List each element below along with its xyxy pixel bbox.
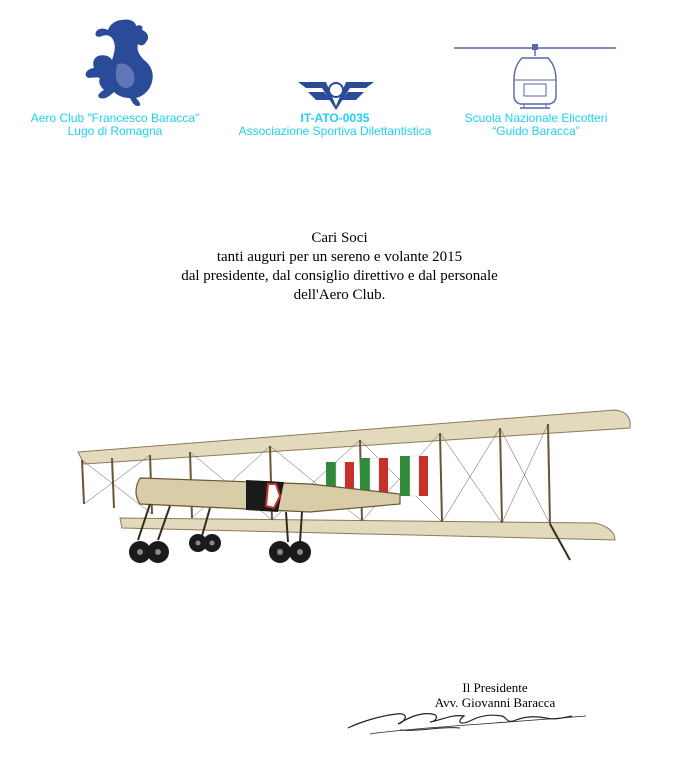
helicopter-icon [452,40,618,114]
association-line: Associazione Sportiva Dilettantistica [238,124,432,138]
greeting-line-1: Cari Soci [311,230,368,246]
greeting-line-2: tanti auguri per un sereno e volante 2015 [216,249,463,265]
signature-name: Avv. Giovanni Baracca [434,695,556,710]
school-dedication-line: “Guido Baracca” [492,124,580,138]
handwritten-signature [340,698,590,742]
school-text [446,112,626,138]
greeting-line-4: dell'Aero Club. [293,287,386,303]
biplane-illustration [70,400,640,575]
club-location-line: Lugo di Romagna [67,124,163,138]
club-name-line1: Aero Club "Francesco Baracca" [30,111,200,125]
greeting-line-3: dal presidente, dal consiglio direttivo e dal personale [181,268,498,284]
greeting-message [0,229,679,305]
aeci-wings-icon [296,76,376,112]
ato-text [225,112,445,138]
prancing-horse-icon [78,16,168,108]
ato-code: IT-ATO-0035 [300,111,370,125]
club-name-text [20,112,210,138]
school-name-line: Scuola Nazionale Elicotteri [464,111,608,125]
signature-title: Il Presidente [462,680,528,695]
